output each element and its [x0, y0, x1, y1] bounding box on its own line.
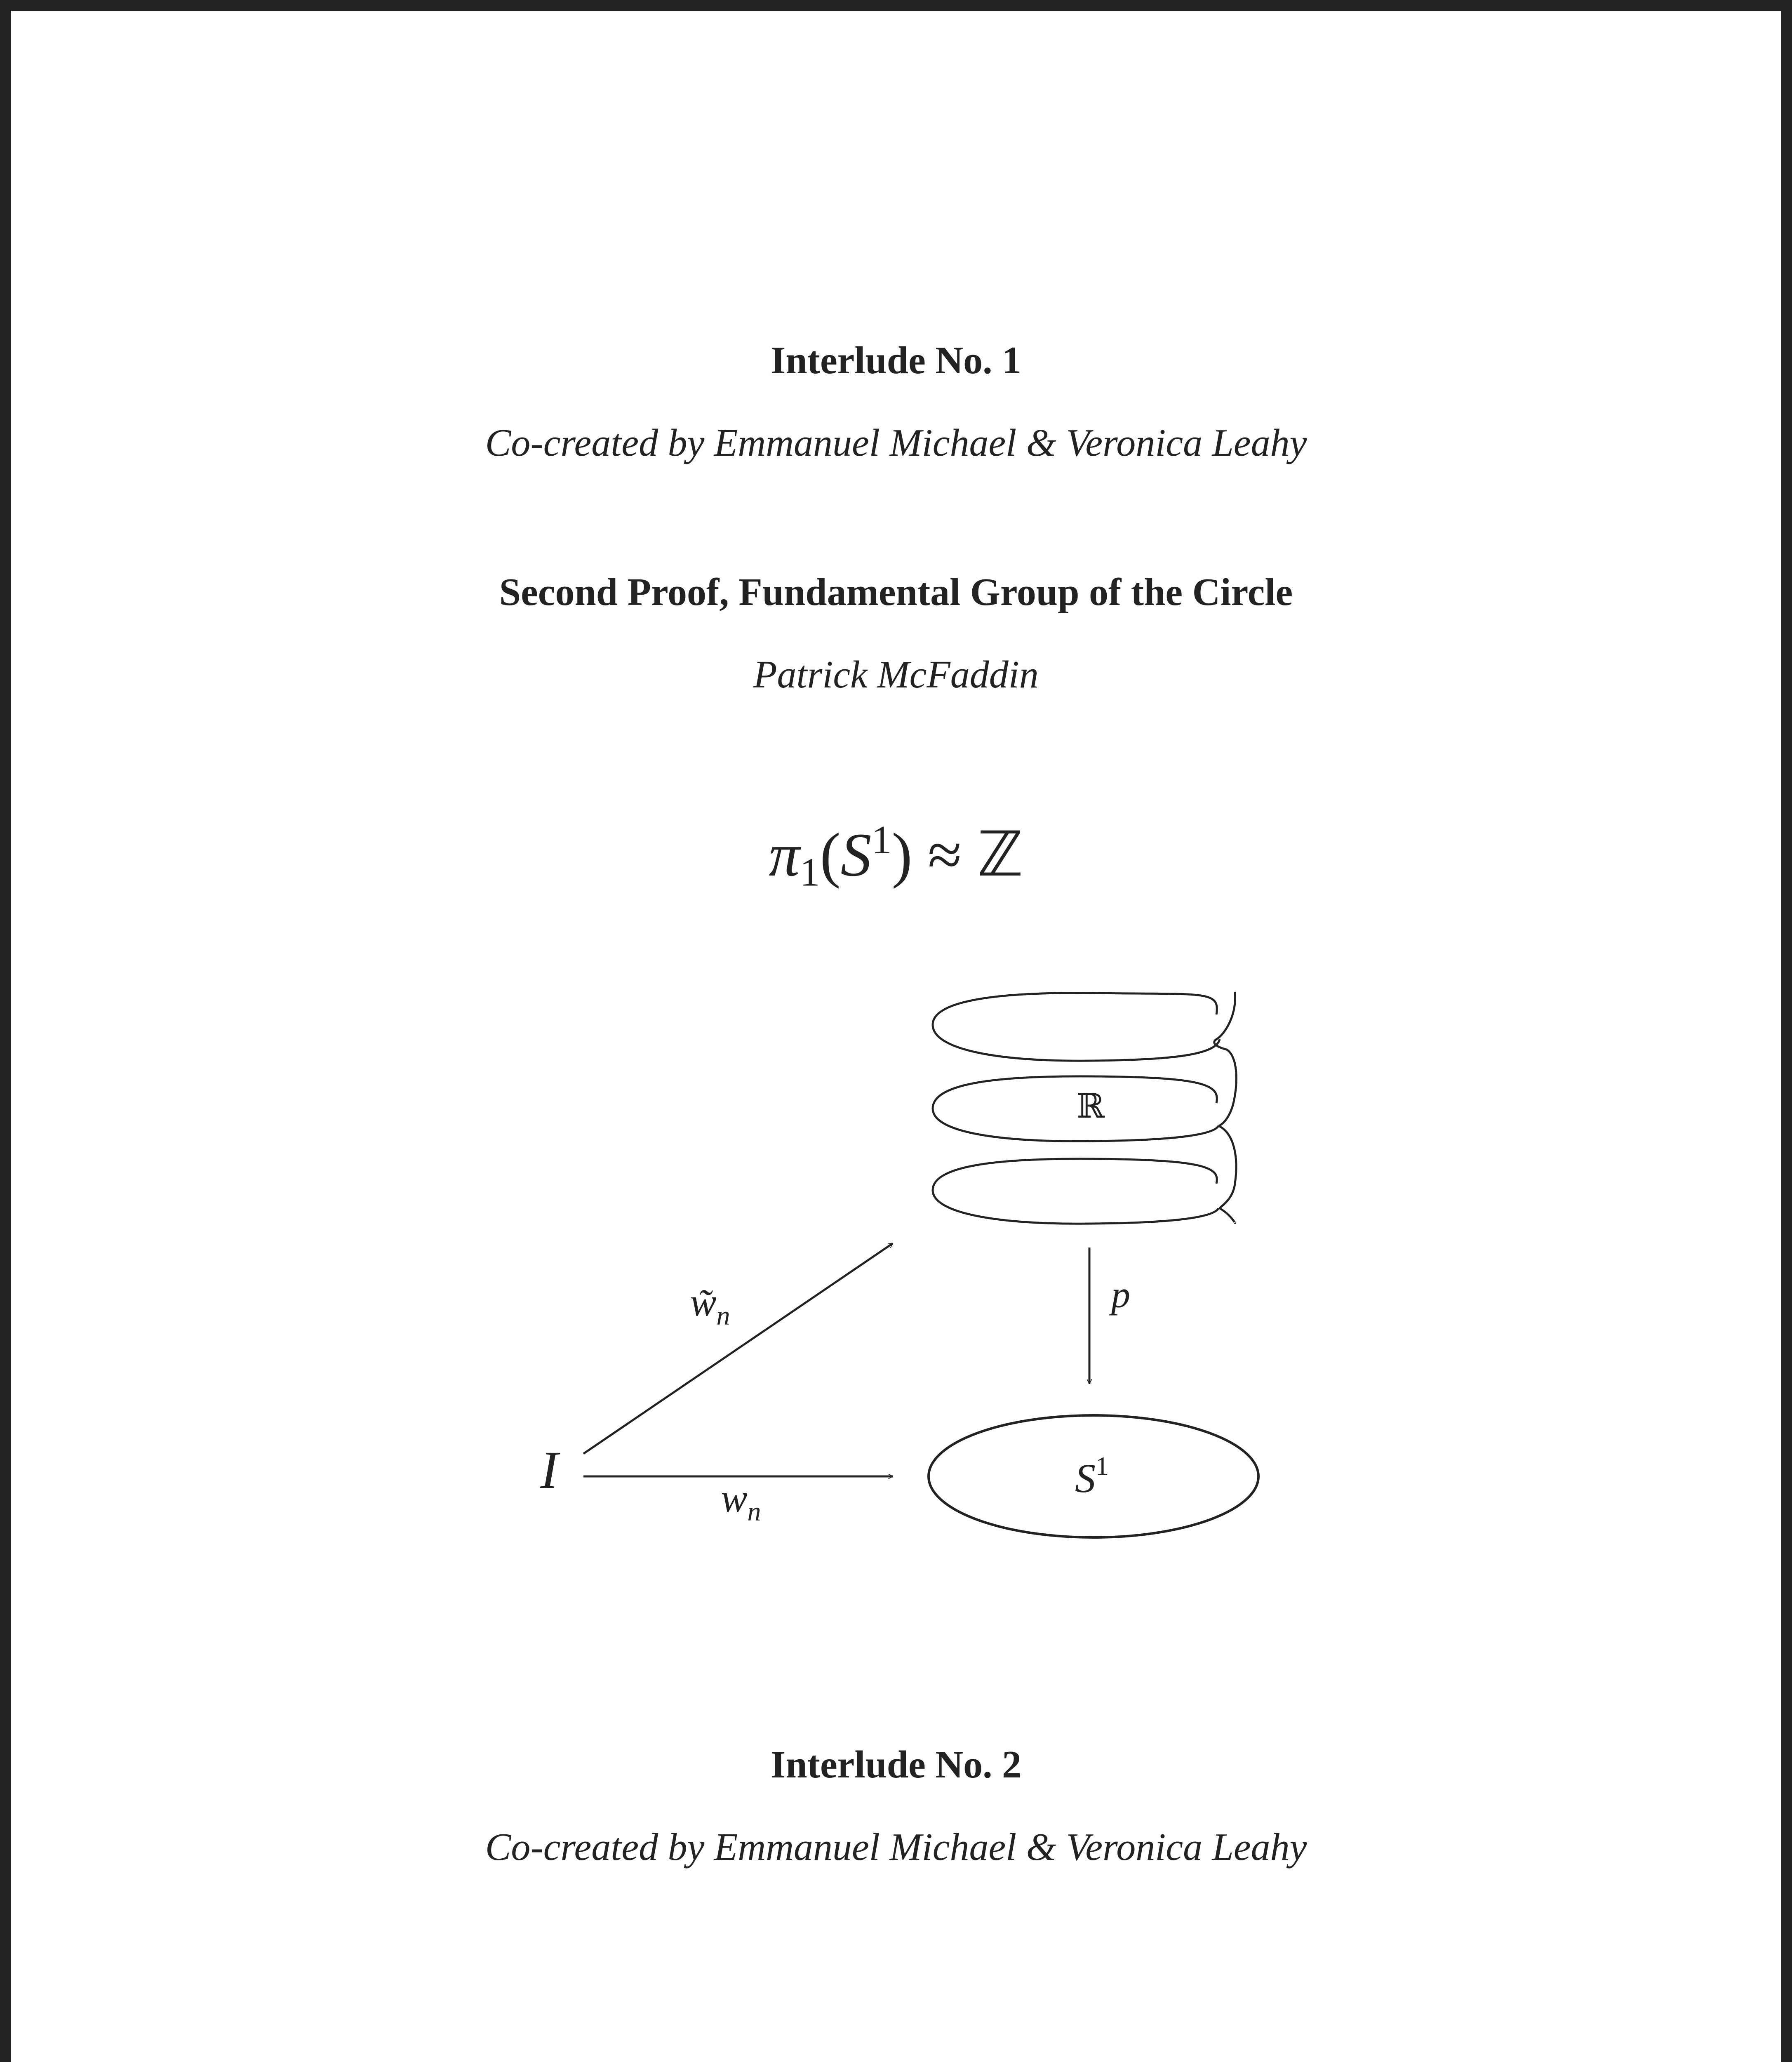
- interlude-1-title: Interlude No. 1: [770, 339, 1022, 382]
- formula-open-paren: (: [820, 821, 841, 889]
- formula-close-paren: ): [891, 821, 912, 889]
- lift-arrow: [583, 1243, 893, 1454]
- interval-label: I: [540, 1441, 558, 1500]
- lift-label-main: w̃: [690, 1280, 717, 1324]
- article-title: Second Proof, Fundamental Group of the Circle: [499, 571, 1293, 614]
- formula-S-superscript: 1: [871, 818, 892, 863]
- circle-label-superscript: 1: [1096, 1451, 1109, 1481]
- path-label: [721, 1476, 761, 1527]
- helix-loop-middle: [933, 1076, 1218, 1141]
- interlude-1-credit: Co-created by Emmanuel Michael & Veronica Leahy: [485, 421, 1307, 464]
- circle-label: [1075, 1451, 1109, 1501]
- path-label-subscript: n: [747, 1497, 761, 1527]
- lift-label: [690, 1280, 730, 1331]
- interlude-2-credit: Co-created by Emmanuel Michael & Veronica Leahy: [485, 1826, 1307, 1869]
- article-author: Patrick McFaddin: [753, 653, 1039, 696]
- reals-label: ℝ: [1076, 1087, 1105, 1125]
- formula-pi: π: [769, 821, 800, 889]
- helix-loop-top: [933, 993, 1220, 1061]
- formula-approx-symbol: ≈: [912, 821, 977, 889]
- helix-loop-bottom: [933, 1159, 1218, 1224]
- helix-back-strand: [1214, 992, 1237, 1223]
- projection-label: p: [1111, 1273, 1130, 1316]
- interlude-2-title: Interlude No. 2: [770, 1743, 1022, 1786]
- lift-label-subscript: n: [716, 1301, 730, 1331]
- circle-label-main: S: [1075, 1455, 1096, 1501]
- formula-pi-subscript: 1: [800, 850, 820, 895]
- formula-integers-symbol: ℤ: [977, 819, 1023, 890]
- formula-S: S: [840, 821, 872, 889]
- path-label-main: w: [721, 1476, 748, 1520]
